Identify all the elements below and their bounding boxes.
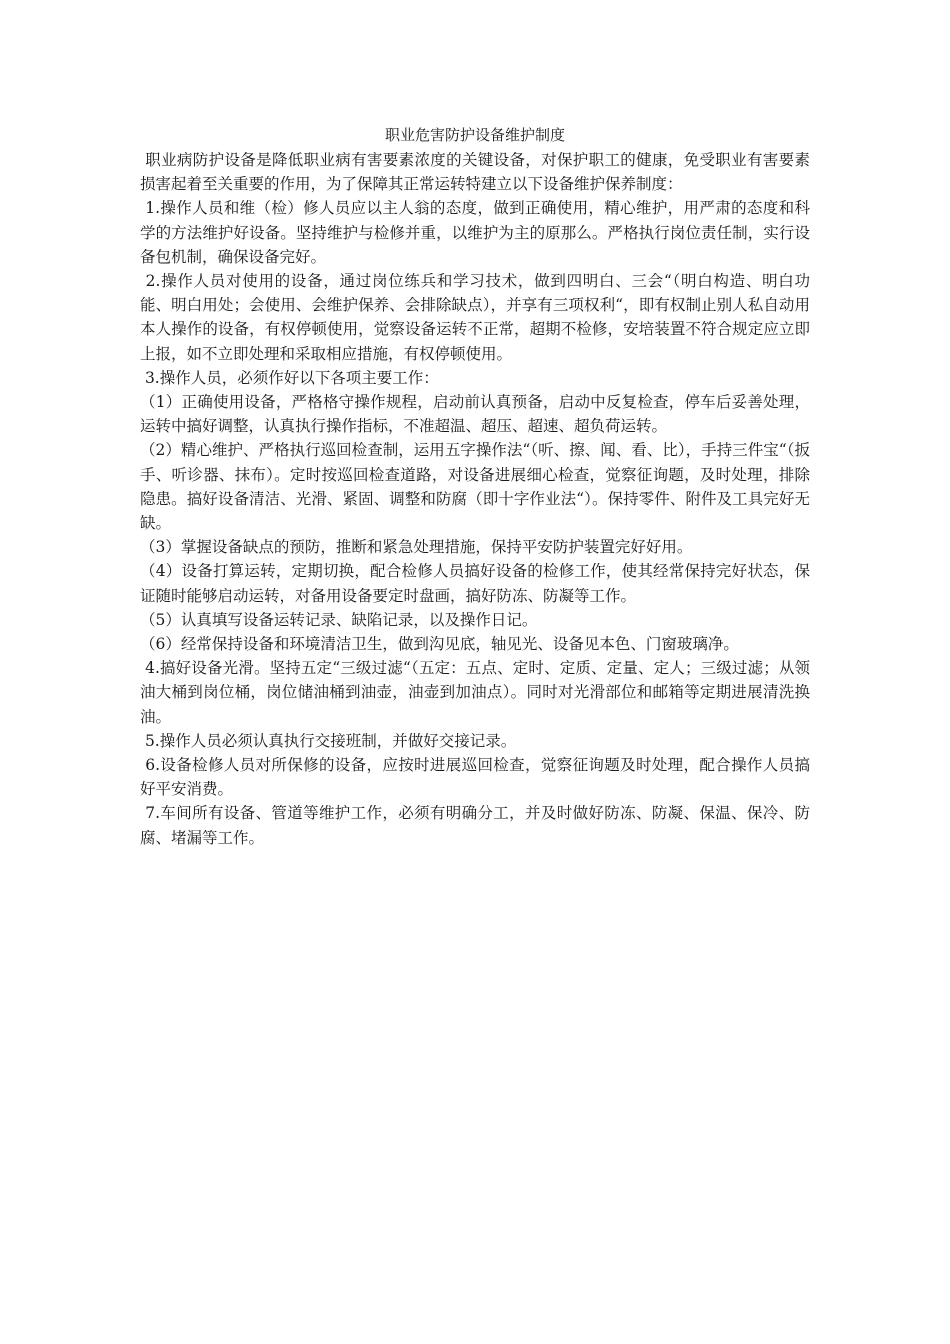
rule-6-paragraph: 6.设备检修人员对所保修的设备，应按时进展巡回检查，觉察征询题及时处理，配合操作人员搞好平安消费。 bbox=[140, 756, 810, 799]
rule-4-paragraph: 4.搞好设备光滑。坚持五定“三级过滤“（五定：五点、定时、定质、定量、定人；三级过滤；从领油大桶到岗位桶，岗位储油桶到油壶，油壶到加油点）。同时对光滑部位和邮箱等定期进展清洗换油。 bbox=[140, 659, 811, 726]
rule-3-item-5-paragraph: （5）认真填写设备运转记录、缺陷记录，以及操作日记。 bbox=[140, 610, 538, 629]
rule-3-item-3-paragraph: （3）掌握设备缺点的预防，推断和紧急处理措施，保持平安防护装置完好好用。 bbox=[140, 538, 693, 557]
rule-5-paragraph: 5.操作人员必须认真执行交接班制，并做好交接记录。 bbox=[140, 731, 517, 750]
rule-3-paragraph: 3.操作人员，必须作好以下各项主要工作： bbox=[140, 368, 439, 387]
rule-3-item-2-paragraph: （2）精心维护、严格执行巡回检查制，运用五字操作法“（听、擦、闻、看、比），手持三件宝“（扳手、听诊器、抹布）。定时按巡回检查道路，对设备进展细心检查，觉察征询题，及时处理，排除隐患。搞好设备清洁、光滑、紧固、调整和防腐（即十字作业法“）。保持零件、附件及工具完好无缺。 bbox=[140, 441, 810, 533]
rule-3-item-4-paragraph: （4）设备打算运转，定期切换，配合检修人员搞好设备的检修工作，使其经常保持完好状态，保证随时能够启动运转，对备用设备要定时盘画，搞好防冻、防凝等工作。 bbox=[140, 562, 810, 605]
document-title: 职业危害防护设备维护制度 bbox=[384, 126, 565, 144]
intro-paragraph: 职业病防护设备是降低职业病有害要素浓度的关键设备，对保护职工的健康，免受职业有害要素损害起着至关重要的作用，为了保障其正常运转特建立以下设备维护保养制度： bbox=[140, 151, 810, 194]
rule-1-paragraph: 1.操作人员和维（检）修人员应以主人翁的态度，做到正确使用，精心维护，用严肃的态度和科学的方法维护好设备。坚持维护与检修并重，以维护为主的原那么。严格执行岗位责任制，实行设备包机制，确保设备完好。 bbox=[140, 199, 810, 266]
rule-2-paragraph: 2.操作人员对使用的设备，通过岗位练兵和学习技术，做到四明白、三会“（明白构造、明白功能、明白用处；会使用、会维护保养、会排除缺点），并享有三项权利“，即有权制止别人私自动用本人操作的设备，有权停顿使用，觉察设备运转不正常，超期不检修，安培装置不符合规定应立即上报，如不立即处理和采取相应措施，有权停顿使用。 bbox=[140, 272, 810, 363]
rule-7-paragraph: 7.车间所有设备、管道等维护工作，必须有明确分工，并及时做好防冻、防凝、保温、保冷、防腐、堵漏等工作。 bbox=[140, 804, 810, 847]
rule-3-item-6-paragraph: （6）经常保持设备和环境清洁卫生，做到沟见底，轴见光、设备见本色、门窗玻璃净。 bbox=[140, 635, 739, 654]
document-page bbox=[140, 123, 810, 850]
rule-3-item-1-paragraph: （1）正确使用设备，严格格守操作规程，启动前认真预备，启动中反复检查，停车后妥善处理，运转中搞好调整，认真执行操作指标，不准超温、超压、超速、超负荷运转。 bbox=[140, 393, 810, 436]
